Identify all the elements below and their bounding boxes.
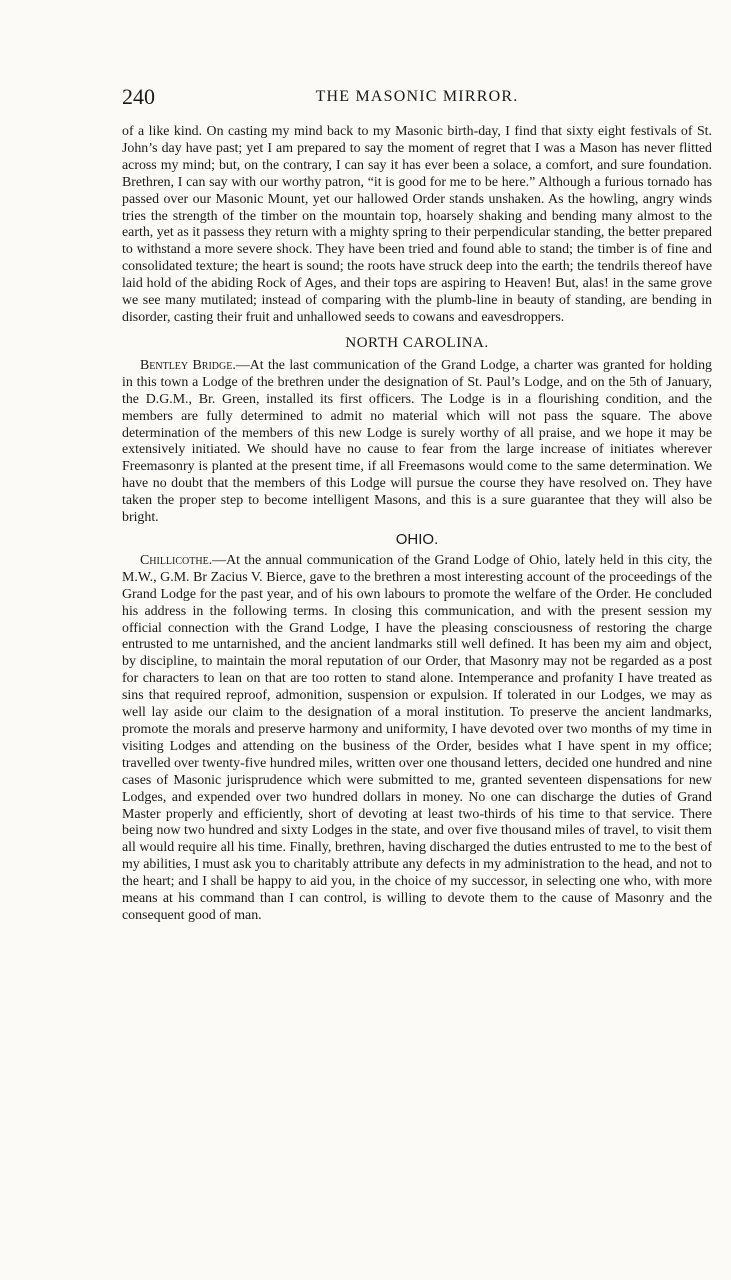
place-lead-chillicothe: Chillicothe.: [140, 552, 213, 568]
section-heading-north-carolina: NORTH CAROLINA.: [345, 334, 489, 351]
bentley-bridge-paragraph: [122, 358, 712, 527]
running-title: THE MASONIC MIRROR.: [315, 88, 519, 105]
chillicothe-text: —At the annual communication of the Grand Lodge of Ohio, lately held in this city, the M.W., G.M. Br Zacius V. Bierce, gave to the brethren a most interesting account of the proceedings of the Grand Lodge for the past year, and of his own labours to promote the welfare of the Order. He concluded his address in the following terms. In closing this communication, and with the present session my official connection with the Grand Lodge, I have the pleasing consciousness of restoring the charge entrusted to me untarnished, and the ancient landmarks still well defined. It has been my aim and object, by discipline, to maintain the moral reputation of our Order, that Masonry may not be regarded as a post for characters to lean on that are too rotten to stand alone. Intemperance and profanity I have treated as sins that required reproof, admonition, suspension or expulsion. If tolerated in our Lodges, we may as well lay aside our claim to the designation of a moral institution. To preserve the ancient landmarks, promote the morals and preserve harmony and uniformity, I have devoted over two months of my time in visiting Lodges and attending on the business of the Order, besides what I have spent in my office; travelled over twenty-five hundred miles, written over one thousand letters, decided one hundred and nine cases of Masonic jurisprudence which were submitted to me, granted seventeen dispensations for new Lodges, and expended over two hundred dollars in money. No one can discharge the duties of Grand Master properly and efficiently, short of devoting at least two-thirds of his time to that service. There being now two hundred and sixty Lodges in the state, and over five thousand miles of travel, to visit them all would require all his time. Finally, brethren, having discharged the duties entrusted to me to the best of my abilities, I must ask you to charitably attribute any defects in my administration to the head, and not to the heart; and I shall be happy to aid you, in the choice of my successor, in selecting one who, with more means at his command than I can control, is willing to devote them to the cause of Masonry and the consequent good of man.: [122, 552, 712, 923]
page-number: 240: [122, 84, 155, 109]
section-heading-ohio: OHIO.: [395, 530, 439, 548]
chillicothe-paragraph: [122, 553, 712, 925]
page-body: [122, 124, 712, 925]
page-header: [122, 84, 712, 110]
intro-paragraph: of a like kind. On casting my mind back to my Masonic birth-day, I find that sixty eight festivals of St. John’s day have past; yet I am prepared to say the moment of regret that I was a Mason has never flitted across my mind; but, on the contrary, I can say it has ever been a solace, a comfort, and sure foundation. Brethren, I can say with our worthy patron, “it is good for me to be here.” Although a furious tornado has passed over our Masonic Mount, yet our hallowed Order stands unshaken. As the howling, angry winds tries the strength of the timber on the mountain top, hoarsely shaking and bending many almost to the earth, yet as it passess they return with a mighty spring to their perpendicular standing, the better prepared to withstand a more severe shock. They have been tried and found able to stand; the timber is of fine and consolidated texture; the heart is sound; the roots have struck deep into the earth; the tendrils thereof have laid hold of the abiding Rock of Ages, and their tops are aspiring to Heaven! But, alas! in the same grove we see many mutilated; instead of comparing with the plumb-line in beauty of standing, are bending in disorder, casting their fruit and unhallowed seeds to cowans and eavesdroppers.: [122, 124, 712, 325]
place-lead-bentley-bridge: Bentley Bridge.: [140, 357, 236, 373]
bentley-bridge-text: —At the last communication of the Grand Lodge, a charter was granted for holding in this town a Lodge of the brethren under the designation of St. Paul’s Lodge, and on the 5th of January, the D.G.M., Br. Green, installed its first officers. The Lodge is in a flourishing condition, and the members are fully determined to admit no material which will not pass the square. The above determination of the members of this new Lodge is surely worthy of all praise, and we hope it may be extensively initiated. We should have no cause to fear from the large increase of initiates wherever Freemasonry is planted at the present time, if all Freemasons would come to the same determination. We have no doubt that the members of this Lodge will pursue the course they have resolved on. They have taken the proper step to become intelligent Masons, and this is a sure guarantee that they will also be bright.: [122, 357, 712, 526]
